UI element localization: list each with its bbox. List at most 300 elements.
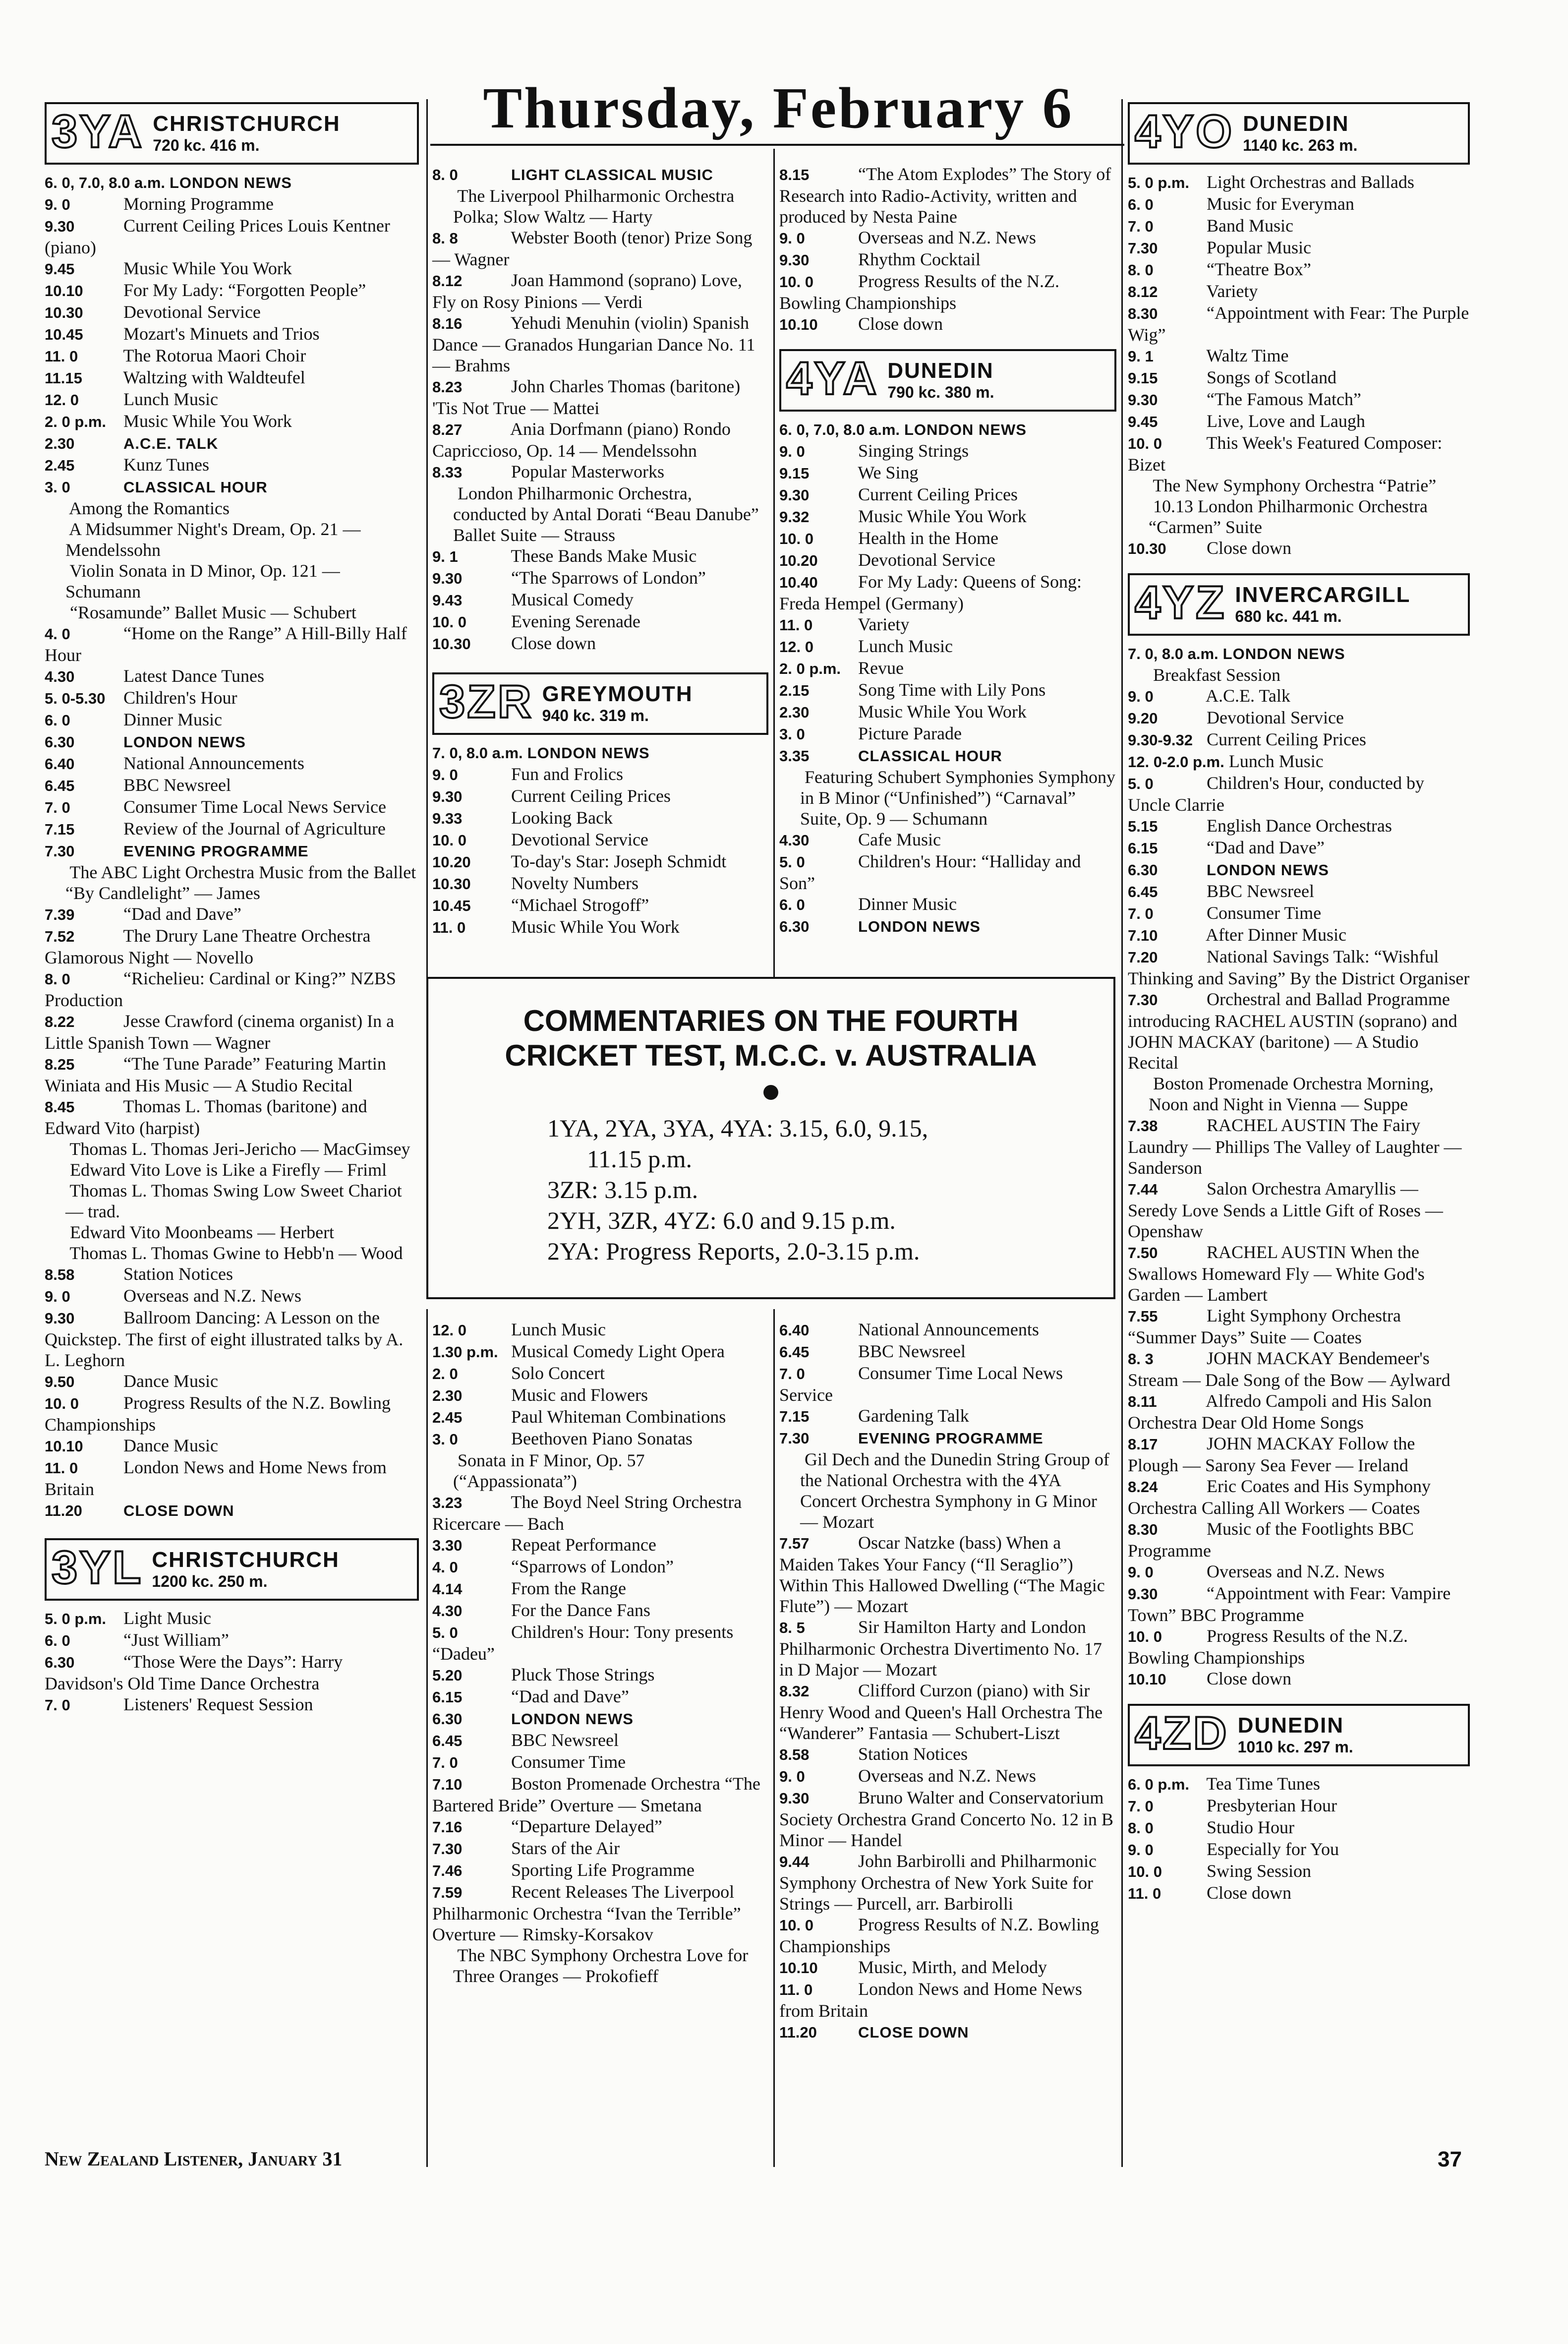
programme-item xyxy=(432,1578,769,1600)
bullet-dot xyxy=(763,1085,778,1100)
programme-title: Variety xyxy=(1206,281,1258,301)
programme-item xyxy=(45,1629,419,1651)
programme-time: 7.15 xyxy=(45,821,75,838)
programme-title: “Richelieu: Cardinal or King?” NZBS Production xyxy=(45,968,396,1010)
programme-time: 8.58 xyxy=(779,1746,810,1763)
programme-item xyxy=(432,483,768,545)
programme-item xyxy=(1128,1305,1470,1348)
programme-time: 4.14 xyxy=(432,1580,463,1598)
programme-time: 4.30 xyxy=(432,1602,463,1620)
programme-title: LONDON NEWS xyxy=(511,1710,634,1728)
programme-time: 9.30 xyxy=(779,1790,810,1807)
programme-time: 10.30 xyxy=(432,635,471,653)
station-city: CHRISTCHURCH xyxy=(152,1548,340,1572)
programme-title: LONDON NEWS xyxy=(170,174,292,191)
programme-item xyxy=(432,611,768,633)
programme-item xyxy=(45,519,419,560)
programme-time: 10. 0 xyxy=(1128,1863,1162,1880)
programme-item xyxy=(45,731,419,753)
programme-title: RACHEL AUSTIN The Fairy Laundry — Phillips The Valley of Laughter — Sanderson xyxy=(1128,1115,1462,1178)
programme-title: Beethoven Piano Sonatas xyxy=(511,1429,693,1448)
programme-time: 9. 0 xyxy=(45,1288,70,1305)
programme-time: 8.15 xyxy=(779,166,810,183)
programme-time: 8. 5 xyxy=(779,1619,805,1636)
programme-title: EVENING PROGRAMME xyxy=(858,1430,1044,1447)
programme-item xyxy=(1128,1476,1470,1518)
programme-time: 7.38 xyxy=(1128,1117,1158,1135)
programme-title: Station Notices xyxy=(123,1264,233,1284)
programme-item xyxy=(1128,989,1470,1073)
programme-item xyxy=(432,1838,769,1860)
programme-time: 5.15 xyxy=(1128,818,1158,835)
programme-item xyxy=(779,1617,1116,1680)
programme-item xyxy=(45,476,419,498)
programme-title: Dance Music xyxy=(123,1371,218,1391)
cricket-commentaries-box xyxy=(426,977,1115,1299)
programme-item xyxy=(779,2021,1116,2043)
programme-title: Webster Booth (tenor) Prize Song — Wagner xyxy=(432,228,753,269)
programme-item xyxy=(45,389,419,411)
programme-item xyxy=(779,851,1116,894)
programme-time: 7. 0, 8.0 a.m. xyxy=(432,744,523,762)
programme-time: 10.10 xyxy=(779,316,818,333)
programme-time: 12. 0 xyxy=(779,638,813,656)
programme-title: Eric Coates and His Symphony Orchestra Calling All Workers — Coates xyxy=(1128,1476,1431,1518)
programme-time: 9. 0 xyxy=(779,1768,805,1785)
programme-time: 9.30 xyxy=(432,570,463,587)
programme-item xyxy=(45,1243,419,1263)
programme-item xyxy=(779,528,1116,549)
programme-title: Consumer Time Local News Service xyxy=(779,1363,1063,1405)
programme-title: “Those Were the Days”: Harry Davidson's Old Time Dance Orchestra xyxy=(45,1652,343,1693)
programme-item xyxy=(1128,1882,1470,1904)
programme-time: 10.45 xyxy=(45,326,83,343)
programme-title: Overseas and N.Z. News xyxy=(858,228,1036,247)
programme-time: 3. 0 xyxy=(432,1431,458,1448)
programme-time: 7.55 xyxy=(1128,1308,1158,1325)
programme-title: Waltz Time xyxy=(1206,346,1289,365)
programme-title: National Savings Talk: “Wishful Thinking and Saving” By the District Organiser xyxy=(1128,947,1470,988)
programme-time: 2.30 xyxy=(779,704,810,721)
programme-item xyxy=(45,301,419,323)
programme-time: 5. 0 xyxy=(1128,775,1154,792)
programme-time: 7.52 xyxy=(45,928,75,945)
programme-item xyxy=(45,1392,419,1435)
programme-time: 10. 0 xyxy=(432,613,466,631)
programme-item xyxy=(1128,1242,1470,1305)
programme-time: 7. 0 xyxy=(1128,218,1154,235)
programme-time: 9. 0 xyxy=(1128,688,1154,705)
programme-time: 9.30 xyxy=(45,218,75,235)
programme-time: 10. 0 xyxy=(1128,435,1162,452)
programme-item xyxy=(1128,1773,1470,1795)
programme-title: “Dad and Dave” xyxy=(1207,838,1325,857)
programme-item xyxy=(45,665,419,687)
programme-title: Paul Whiteman Combinations xyxy=(511,1407,726,1427)
programme-item xyxy=(1128,345,1470,367)
programme-item xyxy=(1128,1817,1470,1839)
programme-time: 12. 0 xyxy=(432,1322,466,1339)
programme-item xyxy=(45,1651,419,1694)
programme-item xyxy=(779,1787,1116,1851)
programme-item xyxy=(779,767,1116,829)
programme-time: 8.24 xyxy=(1128,1478,1158,1496)
programme-title: JOHN MACKAY Bendemeer's Stream — Dale Song of the Bow — Aylward xyxy=(1128,1348,1451,1390)
programme-time: 9.15 xyxy=(779,465,810,482)
programme-title: Revue xyxy=(858,658,904,678)
programme-title: The Drury Lane Theatre Orchestra Glamorous Night — Novello xyxy=(45,926,371,967)
programme-time: 12. 0 xyxy=(45,391,79,409)
programme-title: Lunch Music xyxy=(1228,751,1324,771)
programme-time: 6. 0, 7.0, 8.0 a.m. xyxy=(779,421,900,438)
programme-time: 7. 0 xyxy=(432,1754,458,1771)
programme-item xyxy=(779,636,1116,658)
column-4yo-4yz-4zd xyxy=(1128,99,1470,1904)
programme-item xyxy=(779,1449,1116,1532)
programme-time: 10.30 xyxy=(432,875,471,893)
programme-title: Morning Programme xyxy=(123,194,274,214)
programme-item xyxy=(432,1428,769,1450)
programme-time: 6. 0 xyxy=(1128,196,1154,213)
programme-title: LONDON NEWS xyxy=(1207,861,1329,879)
programme-item xyxy=(1128,367,1470,389)
programme-title: Edward Vito Love is Like a Firefly — Friml xyxy=(70,1160,387,1180)
station-frequency: 1140 kc. 263 m. xyxy=(1243,136,1358,154)
programme-time: 9. 1 xyxy=(1128,348,1154,365)
programme-title: Thomas L. Thomas Gwine to Hebb'n — Wood xyxy=(69,1243,403,1263)
programme-title: The ABC Light Orchestra Music from the Ballet “By Candlelight” — James xyxy=(65,862,416,903)
programme-time: 9.44 xyxy=(779,1853,810,1870)
programme-title: Music for Everyman xyxy=(1207,194,1354,214)
programme-item xyxy=(432,1406,769,1428)
programme-item xyxy=(45,1263,419,1285)
station-frequency: 720 kc. 416 m. xyxy=(153,136,260,154)
station-callsign: 4YA xyxy=(786,352,879,404)
programme-title: The Liverpool Philharmonic Orchestra Polka; Slow Waltz — Harty xyxy=(453,186,735,227)
programme-title: “Departure Delayed” xyxy=(511,1816,662,1836)
programme-title: Yehudi Menuhin (violin) Spanish Dance — Granados Hungarian Dance No. 11 — Brahms xyxy=(432,313,755,375)
programme-time: 9.50 xyxy=(45,1373,75,1390)
programme-item xyxy=(432,829,768,851)
programme-title: 10.13 London Philharmonic Orchestra “Carmen” Suite xyxy=(1149,496,1428,537)
programme-time: 6.15 xyxy=(1128,840,1158,857)
programme-time: 7.30 xyxy=(45,842,75,860)
programme-time: 6.40 xyxy=(45,755,75,773)
programme-title: “Appointment with Fear: The Purple Wig” xyxy=(1128,303,1469,345)
programme-title: Songs of Scotland xyxy=(1207,367,1337,387)
programme-item xyxy=(432,227,768,270)
programme-time: 5. 0 p.m. xyxy=(1128,174,1190,191)
programme-item xyxy=(779,506,1116,528)
programme-title: Children's Hour xyxy=(123,688,237,708)
programme-title: “Dad and Dave” xyxy=(123,904,241,924)
programme-time: 9.43 xyxy=(432,592,463,609)
programme-item xyxy=(432,873,768,895)
programme-title: Orchestral and Ballad Programme introducing RACHEL AUSTIN (soprano) and JOHN MACKAY (baritone) — A Studio Recital xyxy=(1128,989,1457,1073)
programme-time: 7.50 xyxy=(1128,1244,1158,1262)
programme-time: 9.30-9.32 xyxy=(1128,731,1193,749)
programme-title: Light Music xyxy=(123,1608,211,1628)
programme-title: Oscar Natzke (bass) When a Maiden Takes Your Fancy (“Il Seraglio”) Within This Hallowed Dwelling (“The Magic Flute”) — Mozart xyxy=(779,1533,1105,1616)
programme-title: A.C.E. TALK xyxy=(123,435,219,452)
programme-title: Music, Mirth, and Melody xyxy=(858,1957,1047,1977)
programme-title: Especially for You xyxy=(1207,1839,1339,1859)
programme-item xyxy=(1128,411,1470,432)
programme-item xyxy=(779,1405,1116,1427)
programme-item xyxy=(45,602,419,623)
programme-time: 11. 0 xyxy=(779,616,813,634)
programme-time: 6.40 xyxy=(779,1322,810,1339)
programme-item xyxy=(432,1686,769,1708)
programme-item xyxy=(432,742,768,764)
programme-time: 7. 0 xyxy=(45,799,70,816)
programme-item xyxy=(779,1532,1116,1617)
programme-time: 9. 0 xyxy=(1128,1841,1154,1859)
programme-title: Sonata in F Minor, Op. 57 (“Appassionata”) xyxy=(453,1450,645,1491)
programme-item xyxy=(779,1341,1116,1363)
programme-item xyxy=(1128,643,1470,664)
programme-title: Ballroom Dancing: A Lesson on the Quickstep. The first of eight illustrated talks by A. L. Leghorn xyxy=(45,1308,404,1370)
programme-item xyxy=(779,1957,1116,1979)
programme-time: 9. 1 xyxy=(432,548,458,565)
programme-item xyxy=(432,851,768,873)
programme-title: Light Orchestras and Ballads xyxy=(1207,172,1414,192)
programme-title: Latest Dance Tunes xyxy=(123,666,264,686)
programme-title: Music While You Work xyxy=(858,506,1027,526)
programme-time: 10. 0 xyxy=(432,832,466,849)
programme-time: 9.30 xyxy=(779,486,810,504)
programme-item xyxy=(1128,815,1470,837)
programme-title: Ania Dorfmann (piano) Rondo Capriccioso, Op. 14 — Mendelssohn xyxy=(432,419,731,461)
programme-title: Current Ceiling Prices Louis Kentner (piano) xyxy=(45,216,390,257)
programme-title: LONDON NEWS xyxy=(858,918,981,935)
programme-time: 10.10 xyxy=(45,282,83,300)
programme-item xyxy=(1128,496,1470,538)
programme-title: Music and Flowers xyxy=(511,1385,648,1405)
programme-item xyxy=(779,1914,1116,1957)
programme-title: Jesse Crawford (cinema organist) In a Little Spanish Town — Wagner xyxy=(45,1011,395,1053)
programme-item xyxy=(45,258,419,280)
programme-title: “Theatre Box” xyxy=(1207,259,1311,279)
programme-title: London News and Home News from Britain xyxy=(45,1457,387,1499)
programme-title: JOHN MACKAY Follow the Plough — Sarony Sea Fever — Ireland xyxy=(1128,1434,1415,1475)
programme-title: EVENING PROGRAMME xyxy=(123,842,309,860)
programme-item xyxy=(45,753,419,775)
programme-time: 7.30 xyxy=(432,1840,463,1858)
programme-item xyxy=(45,1608,419,1629)
programme-title: Progress Results of N.Z. Bowling Championships xyxy=(779,1915,1099,1956)
programme-title: Bruno Walter and Conservatorium Society Orchestra Grand Concerto No. 12 in B Minor — Handel xyxy=(779,1788,1113,1850)
programme-item xyxy=(1128,1839,1470,1861)
programme-title: BBC Newsreel xyxy=(858,1341,966,1361)
programme-title: Alfredo Campoli and His Salon Orchestra Dear Old Home Songs xyxy=(1128,1391,1432,1433)
programme-item xyxy=(45,1500,419,1521)
programme-title: Song Time with Lily Pons xyxy=(858,680,1046,700)
column-divider xyxy=(426,1309,428,2167)
programme-title: Studio Hour xyxy=(1207,1817,1295,1837)
programme-item xyxy=(45,280,419,301)
programme-time: 10.40 xyxy=(779,574,818,591)
column-divider xyxy=(426,99,428,977)
programme-title: This Week's Featured Composer: Bizet xyxy=(1128,433,1443,475)
programme-title: Clifford Curzon (piano) with Sir Henry Wood and Queen's Hall Orchestra The “Wanderer” Fantasia — Schubert-Liszt xyxy=(779,1681,1103,1743)
programme-title: Children's Hour, conducted by Uncle Clarrie xyxy=(1128,773,1424,815)
programme-title: Close down xyxy=(1207,538,1291,558)
programme-title: Boston Promenade Orchestra “The Bartered Bride” Overture — Smetana xyxy=(432,1774,760,1815)
station-city: DUNEDIN xyxy=(887,359,994,383)
programme-item xyxy=(432,916,768,938)
programme-time: 8. 0 xyxy=(45,970,70,988)
programme-time: 8.58 xyxy=(45,1266,75,1283)
box-line: 1YA, 2YA, 3YA, 4YA: 3.15, 6.0, 9.15, xyxy=(547,1114,929,1142)
programme-item xyxy=(45,925,419,968)
programme-item xyxy=(1128,432,1470,475)
station-callsign: 4YO xyxy=(1135,105,1234,157)
page-number: 37 xyxy=(1438,2147,1462,2171)
programme-title: Boston Promenade Orchestra Morning, Noon and Night in Vienna — Suppe xyxy=(1149,1074,1434,1114)
programme-title: Repeat Performance xyxy=(511,1535,656,1555)
programme-item xyxy=(779,745,1116,767)
programme-title: Children's Hour: Tony presents “Dadeu” xyxy=(432,1622,734,1664)
programme-title: John Barbirolli and Philharmonic Symphony Orchestra of New York Suite for Strings — Purcell, arr. Barbirolli xyxy=(779,1851,1097,1914)
programme-title: Children's Hour: “Halliday and Son” xyxy=(779,851,1081,893)
programme-time: 7.15 xyxy=(779,1408,810,1425)
programme-item xyxy=(432,270,768,312)
programme-time: 10.10 xyxy=(779,1959,818,1977)
programme-time: 7. 0 xyxy=(45,1696,70,1714)
programme-item xyxy=(1128,302,1470,345)
programme-time: 10.20 xyxy=(779,552,818,569)
programme-title: Close down xyxy=(1207,1883,1291,1903)
programme-list xyxy=(45,1608,419,1716)
programme-title: Violin Sonata in D Minor, Op. 121 — Schumann xyxy=(65,561,340,601)
box-line: 3ZR: 3.15 p.m. xyxy=(547,1176,698,1203)
programme-title: Solo Concert xyxy=(511,1363,605,1383)
programme-item xyxy=(432,633,768,655)
programme-title: Sporting Life Programme xyxy=(511,1860,695,1880)
programme-time: 11. 0 xyxy=(1128,1885,1161,1902)
programme-title: Band Music xyxy=(1207,216,1293,236)
programme-title: “Dad and Dave” xyxy=(511,1686,629,1706)
programme-item xyxy=(1128,193,1470,215)
programme-item xyxy=(779,1319,1116,1341)
programme-time: 10.10 xyxy=(45,1438,83,1455)
programme-time: 4. 0 xyxy=(45,625,70,643)
programme-time: 7.10 xyxy=(432,1776,463,1793)
programme-item xyxy=(45,623,419,665)
programme-time: 7.30 xyxy=(1128,240,1158,257)
programme-item xyxy=(45,862,419,903)
programme-title: Light Symphony Orchestra “Summer Days” Suite — Coates xyxy=(1128,1306,1401,1347)
programme-time: 8. 0 xyxy=(1128,1819,1154,1837)
programme-time: 7. 0 xyxy=(1128,905,1154,922)
programme-title: LONDON NEWS xyxy=(1222,645,1345,662)
programme-title: LONDON NEWS xyxy=(527,744,650,762)
programme-title: RACHEL AUSTIN When the Swallows Homeward Fly — White God's Garden — Lambert xyxy=(1128,1242,1425,1305)
programme-item xyxy=(1128,729,1470,751)
programme-time: 6.15 xyxy=(432,1688,463,1706)
programme-title: Progress Results of the N.Z. Bowling Championships xyxy=(779,271,1059,313)
programme-title: “Rosamunde” Ballet Music — Schubert xyxy=(70,602,356,622)
programme-time: 10. 0 xyxy=(779,530,813,547)
programme-title: Musical Comedy xyxy=(511,590,634,609)
programme-time: 8.16 xyxy=(432,315,463,332)
programme-time: 2.30 xyxy=(432,1387,463,1404)
programme-item xyxy=(432,567,768,589)
programme-item xyxy=(45,1053,419,1096)
programme-title: Salon Orchestra Amaryllis — Seredy Love Sends a Little Gift of Roses — Openshaw xyxy=(1128,1179,1443,1241)
programme-time: 6.30 xyxy=(1128,861,1158,879)
programme-item xyxy=(1128,1115,1470,1178)
programme-time: 3. 0 xyxy=(779,725,805,743)
programme-list xyxy=(779,419,1116,937)
programme-item xyxy=(432,164,768,185)
programme-item xyxy=(1128,1433,1470,1476)
programme-time: 2.15 xyxy=(779,682,810,699)
programme-time: 9. 0 xyxy=(1128,1563,1154,1581)
programme-item xyxy=(45,1435,419,1457)
programme-time: 6.45 xyxy=(1128,883,1158,901)
programme-time: 2.45 xyxy=(45,457,75,474)
programme-time: 7. 0 xyxy=(1128,1798,1154,1815)
programme-title: Mozart's Minuets and Trios xyxy=(123,324,320,344)
programme-item xyxy=(432,1751,769,1773)
programme-item xyxy=(45,796,419,818)
programme-title: Music While You Work xyxy=(511,917,680,937)
programme-title: Pluck Those Strings xyxy=(511,1665,655,1684)
programme-title: We Sing xyxy=(858,463,919,482)
programme-time: 2. 0 p.m. xyxy=(779,660,841,677)
programme-item xyxy=(432,1534,769,1556)
programme-time: 6.30 xyxy=(45,733,75,751)
station-callsign: 4YZ xyxy=(1135,576,1226,628)
programme-title: National Announcements xyxy=(123,753,304,773)
programme-item xyxy=(45,560,419,602)
programme-time: 11. 0 xyxy=(45,348,78,365)
programme-title: Lunch Music xyxy=(511,1320,606,1339)
programme-time: 10.45 xyxy=(432,897,471,914)
programme-time: 6. 0 xyxy=(45,1632,70,1649)
programme-item xyxy=(779,549,1116,571)
programme-item xyxy=(1128,237,1470,259)
programme-item xyxy=(45,498,419,519)
station-header-4yo xyxy=(1128,102,1470,165)
programme-time: 8. 0 xyxy=(1128,261,1154,279)
programme-title: Live, Love and Laugh xyxy=(1207,411,1365,431)
programme-title: Current Ceiling Prices xyxy=(1207,729,1366,749)
programme-item xyxy=(1128,1583,1470,1625)
programme-item xyxy=(432,589,768,611)
programme-time: 6.30 xyxy=(779,918,810,935)
programme-time: 8.32 xyxy=(779,1683,810,1700)
programme-title: Evening Serenade xyxy=(511,611,640,631)
programme-item xyxy=(45,1180,419,1222)
programme-time: 6.30 xyxy=(45,1654,75,1671)
programme-time: 8. 8 xyxy=(432,230,458,247)
programme-time: 9.33 xyxy=(432,810,463,827)
programme-title: John Charles Thomas (baritone) 'Tis Not True — Mattei xyxy=(432,376,741,418)
footer-publication: New Zealand Listener, January 31 xyxy=(45,2148,343,2170)
programme-item xyxy=(432,1860,769,1881)
programme-item xyxy=(45,1285,419,1307)
programme-item xyxy=(1128,1073,1470,1115)
programme-title: Tea Time Tunes xyxy=(1206,1774,1320,1794)
programme-time: 8.12 xyxy=(432,272,463,290)
programme-title: “Sparrows of London” xyxy=(511,1557,674,1576)
programme-item xyxy=(1128,172,1470,193)
programme-title: CLOSE DOWN xyxy=(123,1502,234,1519)
programme-item xyxy=(779,701,1116,723)
